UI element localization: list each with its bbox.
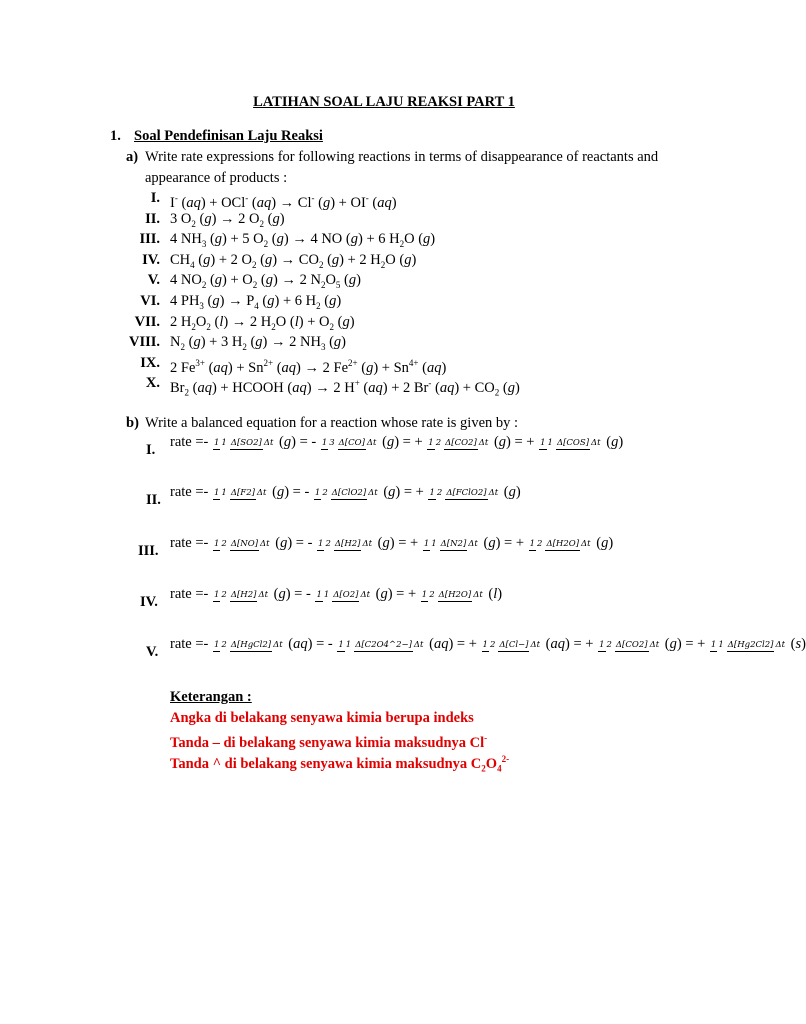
part-b-text: Write a balanced equation for a reaction whose rate is given by : (145, 415, 519, 431)
equation-a-10: $Br_2$ (aq) + HCOOH (aq) → 2 H+ (aq) + 2 Br- $(aq) + CO_2$ (g) (170, 378, 520, 398)
roman-a-1: I. (150, 190, 160, 206)
notes-line-3-text: Tanda ^ di belakang senyawa kimia maksudnya C (170, 755, 482, 772)
part-a-text-2: appearance of products : (145, 170, 288, 186)
rate-expression-b-1: rate =- 1 1 Δ[SO2] Δt (g) = - 1 3 Δ[CO] Δt (g) = + 1 2 Δ[CO2] Δt (g) = + 1 1 Δ[COS] Δt (g) (170, 434, 624, 451)
rate-prefix: rate = (170, 636, 204, 653)
roman-a-4: IV. (142, 252, 160, 268)
equation-a-2: 3 $O_2$ (g) → 2 $O_2$ (g) (170, 211, 285, 229)
rate-prefix: rate = (170, 434, 204, 451)
section-heading: Soal Pendefinisan Laju Reaksi (134, 128, 323, 144)
roman-a-5: V. (147, 272, 160, 288)
roman-b-1: I. (146, 442, 156, 458)
rate-expression-b-5: rate =- 1 2 Δ[HgCl2] Δt (aq) = - 1 1 Δ[C2O4^2−] Δt (aq) = + 1 2 Δ[Cl−] Δt (aq) = + 1 2 Δ[CO2] Δt (g) = + 1 1 Δ[Hg2Cl2] Δt (s) (170, 636, 806, 653)
rate-expression-b-3: rate =- 1 2 Δ[NO] Δt (g) = - 1 2 Δ[H2] Δt (g) = + 1 1 Δ[N2] Δt (g) = + 1 2 Δ[H2O] Δt (g) (170, 535, 614, 552)
roman-a-8: VIII. (128, 334, 160, 350)
equation-a-6: 4 $PH_3$ $(g) \to P_4$ (g) + 6 $H_2$ (g) (170, 293, 342, 311)
roman-b-2: II. (146, 492, 161, 508)
equation-a-9: 2 $Fe^{3+}$ $(aq) + Sn^{2+}$ (aq) → 2 $Fe^{2+}$ $(g) + Sn^{4+}$ (aq) (170, 358, 447, 376)
equation-a-7: 2 $H_2O_2$ (l) → 2 $H_2O$ $(l) + O_2$ (g) (170, 314, 355, 332)
roman-a-6: VI. (140, 293, 160, 309)
roman-b-4: IV. (140, 594, 158, 610)
roman-a-2: II. (145, 211, 160, 227)
roman-b-3: III. (138, 543, 159, 559)
roman-b-5: V. (146, 644, 159, 660)
part-a-text-1: Write rate expressions for following reactions in terms of disappearance of reactants and (145, 149, 659, 165)
part-a-label: a) (126, 149, 139, 165)
roman-a-7: VII. (134, 314, 160, 330)
rate-expression-b-4: rate =- 1 2 Δ[H2] Δt (g) = - 1 1 Δ[O2] Δt (g) = + 1 2 Δ[H2O] Δt (l) (170, 586, 503, 603)
equation-a-1: I- (aq) + OCl- (aq) → Cl- (g) + OI- (aq) (170, 193, 397, 211)
notes-line-3: Tanda ^ di belakang senyawa kimia maksudnya $C_2O_4^{2-}$ (170, 754, 510, 774)
equation-a-4: $CH_4$ (g) + 2 $O_2$ $(g) \to CO_2$ (g) + 2 $H_2O$ (g) (170, 252, 417, 270)
part-b-label: b) (126, 415, 139, 431)
rate-prefix: rate = (170, 586, 204, 603)
section-number: 1. (110, 128, 121, 144)
roman-a-9: IX. (140, 355, 160, 371)
roman-a-3: III. (139, 231, 160, 247)
equation-a-3: 4 $NH_3$ (g) + 5 $O_2$ (g) → 4 NO (g) + 6 $H_2O$ (g) (170, 231, 436, 249)
page-title: LATIHAN SOAL LAJU REAKSI PART 1 (253, 94, 515, 110)
notes-line-2-text: Tanda – di belakang senyawa kimia maksudnya Cl (170, 734, 485, 751)
notes-heading: Keterangan : (170, 689, 252, 705)
notes-line-1: Angka di belakang senyawa kimia berupa indeks (170, 710, 474, 726)
notes-line-2: Tanda – di belakang senyawa kimia maksudnya Cl- (170, 733, 488, 751)
rate-prefix: rate = (170, 484, 204, 501)
equation-a-5: 4 $NO_2$ $(g) + O_2$ (g) → 2 $N_2O_5$ (g) (170, 272, 361, 290)
rate-expression-b-2: rate =- 1 1 Δ[F2] Δt (g) = - 1 2 Δ[ClO2] Δt (g) = + 1 2 Δ[FClO2] Δt (g) (170, 484, 521, 501)
rate-prefix: rate = (170, 535, 204, 552)
equation-a-8: $N_2$ (g) + 3 $H_2$ (g) → 2 $NH_3$ (g) (170, 334, 346, 352)
roman-a-10: X. (145, 375, 160, 391)
